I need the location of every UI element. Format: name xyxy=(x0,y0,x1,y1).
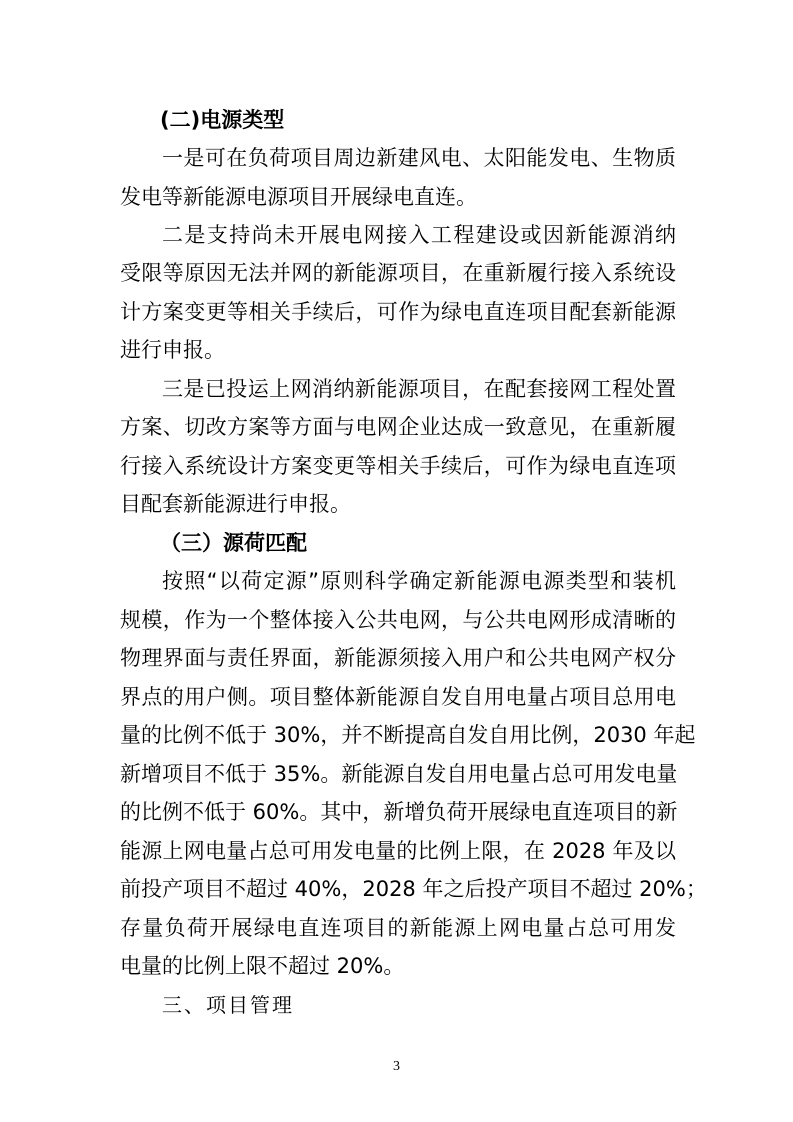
paragraph-line: 受限等原因无法并网的新能源项目，在重新履行接入系统设 xyxy=(120,261,676,285)
paragraph-line: 量的比例不低于 30%，并不断提高自发自用比例，2030 年起 xyxy=(120,723,696,747)
paragraph-line: 按照“以荷定源”原则科学确定新能源电源类型和装机 xyxy=(162,569,676,593)
paragraph-line: 能源上网电量占总可用发电量的比例上限，在 2028 年及以 xyxy=(120,839,676,863)
heading-power-source-type: (二)电源类型 xyxy=(160,108,285,132)
paragraph-line: 进行申报。 xyxy=(120,338,225,362)
paragraph-line: 二是支持尚未开展电网接入工程建设或因新能源消纳 xyxy=(162,223,676,247)
paragraph-line: 三是已投运上网消纳新能源项目，在配套接网工程处置 xyxy=(162,377,676,401)
paragraph-line: 存量负荷开展绿电直连项目的新能源上网电量占总可用发 xyxy=(120,916,676,940)
paragraph-line: 行接入系统设计方案变更等相关手续后，可作为绿电直连项 xyxy=(120,454,676,478)
heading-source-load-matching: （三）源荷匹配 xyxy=(160,531,307,555)
page-number: 3 xyxy=(393,1059,400,1074)
paragraph-line: 电量的比例上限不超过 20%。 xyxy=(120,954,405,978)
paragraph-line: 一是可在负荷项目周边新建风电、太阳能发电、生物质 xyxy=(162,146,676,170)
paragraph-line: 的比例不低于 60%。其中，新增负荷开展绿电直连项目的新 xyxy=(120,800,678,824)
paragraph-line: 前投产项目不超过 40%，2028 年之后投产项目不超过 20%； xyxy=(120,877,707,901)
paragraph-line: 方案、切改方案等方面与电网企业达成一致意见，在重新履 xyxy=(120,415,676,439)
paragraph-line: 界点的用户侧。项目整体新能源自发自用电量占项目总用电 xyxy=(120,685,676,709)
paragraph-line: 目配套新能源进行申报。 xyxy=(120,492,351,516)
paragraph-line: 计方案变更等相关手续后，可作为绿电直连项目配套新能源 xyxy=(120,300,676,324)
paragraph-line: 规模，作为一个整体接入公共电网，与公共电网形成清晰的 xyxy=(120,608,676,632)
paragraph-line: 发电等新能源电源项目开展绿电直连。 xyxy=(120,185,477,209)
paragraph-line: 物理界面与责任界面，新能源须接入用户和公共电网产权分 xyxy=(120,646,676,670)
section-heading-project-management: 三、项目管理 xyxy=(162,993,294,1017)
paragraph-line: 新增项目不低于 35%。新能源自发自用电量占总可用发电量 xyxy=(120,762,678,786)
